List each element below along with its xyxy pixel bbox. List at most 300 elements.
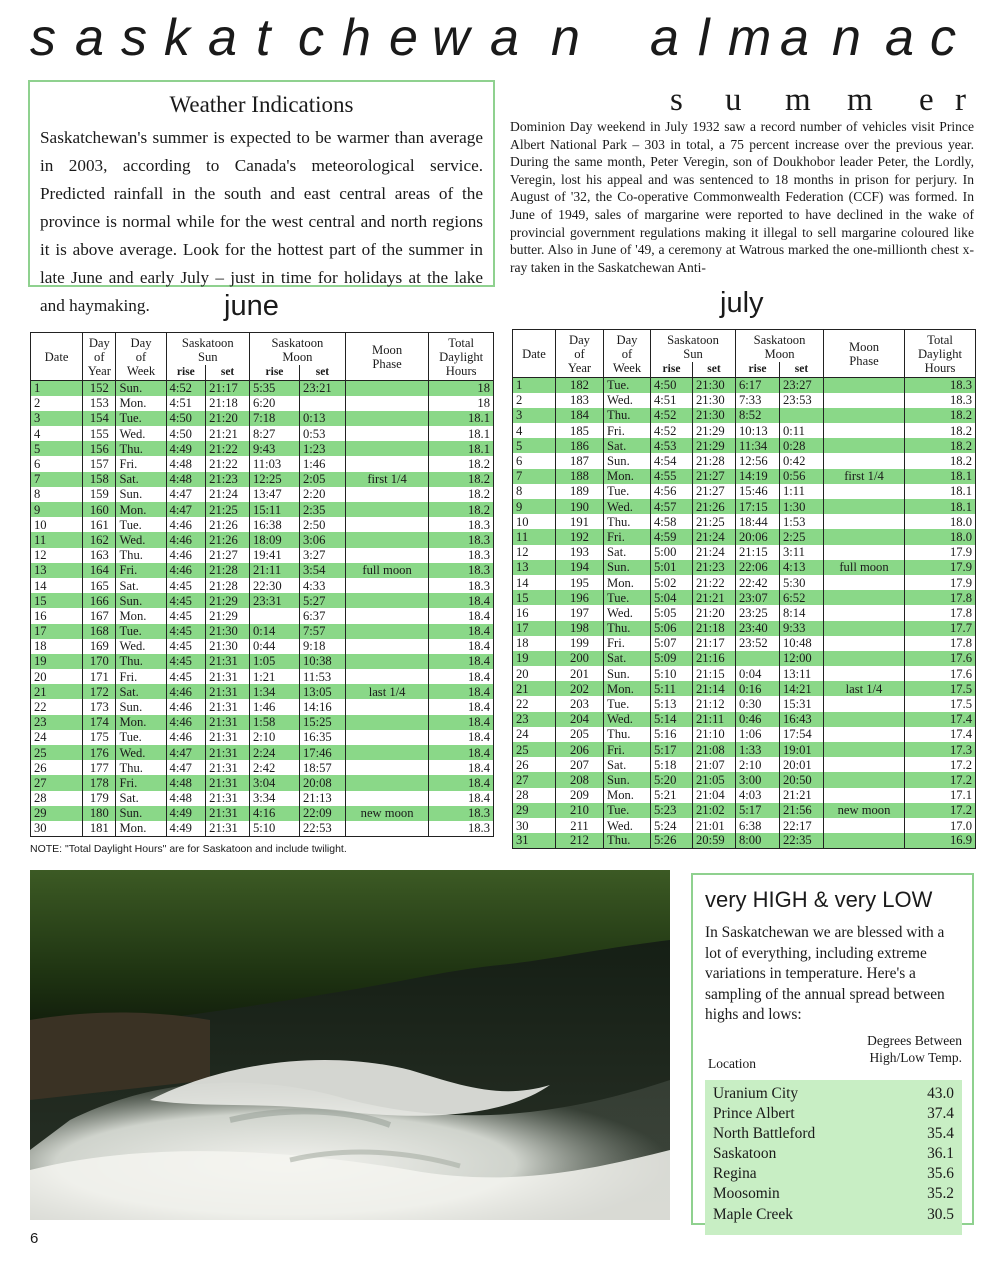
sun-set-header: set xyxy=(206,365,250,381)
table-cell: Sun. xyxy=(116,699,166,714)
table-cell: 4:46 xyxy=(166,517,206,532)
table-cell: 7 xyxy=(513,469,556,484)
table-cell: Fri. xyxy=(604,742,651,757)
summer-body: Dominion Day weekend in July 1932 saw a record number of vehicles visit Prince Albert National Park – 303 in total, a 75 percent increase over the previous year. During the same month, Peter Veregin, son of Doukhobor leader Peter, the Lordly, Veregin, lost his appeal and was sentenced to 18 months in prison for perjury. In August of '32, the Co-operative Commonwealth Federation (CCF) was formed. In June of 1949, sales of margarine were reported to have declined in the wake of provincial government regulations making it illegal to sell margarine coloured like butter. Also in June of '49, a ceremony at Watrous marked the one-millionth chest x-ray taken in the Saskatchewan Anti- xyxy=(510,119,974,275)
table-cell: 1:23 xyxy=(300,441,346,456)
table-cell: 4:47 xyxy=(166,487,206,502)
table-cell: 155 xyxy=(83,426,116,441)
table-cell: 198 xyxy=(556,621,604,636)
table-row xyxy=(31,517,494,532)
table-cell: 16.9 xyxy=(905,833,976,848)
table-row xyxy=(31,456,494,471)
title-letter: n xyxy=(551,9,580,67)
title-letter: a xyxy=(650,9,679,67)
table-cell: 20:59 xyxy=(693,833,736,848)
table-cell: Sun. xyxy=(604,666,651,681)
table-cell: Mon. xyxy=(116,608,166,623)
table-cell: 11 xyxy=(513,529,556,544)
table-cell: 19 xyxy=(513,651,556,666)
table-cell xyxy=(824,393,905,408)
table-cell: 195 xyxy=(556,575,604,590)
table-cell: 4:53 xyxy=(651,438,693,453)
table-cell: Sat. xyxy=(604,438,651,453)
table-cell xyxy=(824,453,905,468)
table-cell: 23 xyxy=(31,715,83,730)
table-cell: 12:25 xyxy=(249,472,299,487)
table-cell xyxy=(345,426,428,441)
table-cell: 21:25 xyxy=(693,514,736,529)
table-cell: Fri. xyxy=(604,423,651,438)
table-cell: 21:20 xyxy=(693,605,736,620)
table-cell: 4:49 xyxy=(166,441,206,456)
table-cell: 9:18 xyxy=(300,639,346,654)
table-row xyxy=(513,514,976,529)
table-cell: 2 xyxy=(513,393,556,408)
table-cell: 21:31 xyxy=(206,760,250,775)
summer-letter: u xyxy=(725,82,742,118)
weather-heading: Weather Indications xyxy=(169,92,354,117)
table-cell: 1:58 xyxy=(249,715,299,730)
table-cell: 18.2 xyxy=(905,408,976,423)
table-cell: 183 xyxy=(556,393,604,408)
table-cell xyxy=(824,438,905,453)
moon-set-header: set xyxy=(300,365,346,381)
high-low-intro: In Saskatchewan we are blessed with a lot of everything, including extreme variations in temperature. Here's a sampling of the annual spread between highs and lows: xyxy=(705,924,945,1024)
table-cell: 6 xyxy=(31,456,83,471)
table-cell: 5:18 xyxy=(651,757,693,772)
table-cell: 8 xyxy=(31,487,83,502)
moon-phase-header: Moon Phase xyxy=(345,333,428,381)
location-name: North Battleford xyxy=(713,1125,816,1143)
table-cell: Thu. xyxy=(116,441,166,456)
table-cell xyxy=(300,396,346,411)
table-cell: 24 xyxy=(31,730,83,745)
table-cell xyxy=(824,408,905,423)
table-cell: 4:55 xyxy=(651,469,693,484)
table-cell: 13 xyxy=(31,563,83,578)
table-cell: 18.3 xyxy=(429,578,494,593)
table-cell: 19 xyxy=(31,654,83,669)
title-letter: c xyxy=(298,9,324,67)
table-cell: 0:16 xyxy=(736,681,780,696)
sun-rise-header: rise xyxy=(651,362,693,378)
table-cell: 19:01 xyxy=(780,742,824,757)
july-label: july xyxy=(720,287,764,319)
table-cell: 186 xyxy=(556,438,604,453)
degrees-value: 35.4 xyxy=(927,1125,954,1143)
table-row xyxy=(513,712,976,727)
table-cell: 4:47 xyxy=(166,760,206,775)
table-row xyxy=(513,818,976,833)
table-row xyxy=(31,608,494,623)
table-cell: 4:46 xyxy=(166,715,206,730)
table-cell: 5:30 xyxy=(780,575,824,590)
table-cell: 4:46 xyxy=(166,699,206,714)
table-cell: Tue. xyxy=(116,411,166,426)
table-cell: 7:57 xyxy=(300,624,346,639)
table-cell: last 1/4 xyxy=(345,684,428,699)
table-cell: Sun. xyxy=(116,806,166,821)
table-cell xyxy=(824,833,905,848)
table-cell xyxy=(780,408,824,423)
title-letter: s xyxy=(121,9,147,67)
table-cell: 1:46 xyxy=(300,456,346,471)
table-cell: 21:26 xyxy=(693,499,736,514)
table-cell: 21:30 xyxy=(206,639,250,654)
table-cell: 18.4 xyxy=(429,639,494,654)
table-cell xyxy=(345,745,428,760)
table-cell: 2:50 xyxy=(300,517,346,532)
table-cell: 15:25 xyxy=(300,715,346,730)
table-cell: 15 xyxy=(513,590,556,605)
table-cell: 1:53 xyxy=(780,514,824,529)
table-cell: 4:33 xyxy=(300,578,346,593)
table-cell: 23 xyxy=(513,712,556,727)
table-cell: 10:13 xyxy=(736,423,780,438)
table-cell: 17.8 xyxy=(905,590,976,605)
table-cell xyxy=(824,529,905,544)
table-cell xyxy=(345,411,428,426)
table-cell: 17 xyxy=(31,624,83,639)
table-cell: 191 xyxy=(556,514,604,529)
table-cell: 185 xyxy=(556,423,604,438)
table-cell: 15:31 xyxy=(780,696,824,711)
date-header: Date xyxy=(31,333,83,381)
table-cell: 200 xyxy=(556,651,604,666)
table-cell xyxy=(824,757,905,772)
table-cell: 21:10 xyxy=(693,727,736,742)
table-cell: 17.5 xyxy=(905,696,976,711)
sun-header: Saskatoon Sun xyxy=(166,333,249,365)
table-cell: 16 xyxy=(513,605,556,620)
table-row xyxy=(31,639,494,654)
weather-indications-box xyxy=(28,80,495,315)
table-cell: Sat. xyxy=(116,578,166,593)
table-cell: 18.3 xyxy=(905,378,976,393)
table-row xyxy=(31,381,494,396)
table-cell xyxy=(345,456,428,471)
table-cell: Sat. xyxy=(116,472,166,487)
table-cell: 8 xyxy=(513,484,556,499)
table-row xyxy=(31,745,494,760)
table-row xyxy=(513,742,976,757)
moon-phase-header: Moon Phase xyxy=(824,330,905,378)
table-cell: 0:42 xyxy=(780,453,824,468)
table-cell xyxy=(345,441,428,456)
table-cell: 31 xyxy=(513,833,556,848)
table-row xyxy=(513,408,976,423)
title-letter: t xyxy=(256,9,271,67)
table-cell: Sat. xyxy=(604,757,651,772)
table-cell: 12:00 xyxy=(780,651,824,666)
table-cell: 21:28 xyxy=(206,578,250,593)
table-cell: Tue. xyxy=(604,803,651,818)
table-cell xyxy=(824,545,905,560)
table-cell: 3:11 xyxy=(780,545,824,560)
table-cell: 21:31 xyxy=(206,806,250,821)
degrees-value: 30.5 xyxy=(927,1205,954,1223)
table-cell: 18.3 xyxy=(429,517,494,532)
table-cell: 21:11 xyxy=(693,712,736,727)
table-cell: Tue. xyxy=(604,378,651,393)
table-row xyxy=(31,699,494,714)
table-cell: 154 xyxy=(83,411,116,426)
table-cell: 21:29 xyxy=(693,438,736,453)
table-cell: 18 xyxy=(429,381,494,396)
table-cell xyxy=(345,487,428,502)
table-cell: Thu. xyxy=(604,514,651,529)
table-row xyxy=(513,621,976,636)
table-cell xyxy=(345,608,428,623)
table-cell: 21:26 xyxy=(206,517,250,532)
table-cell: 5:14 xyxy=(651,712,693,727)
degrees-value: 35.2 xyxy=(927,1185,954,1203)
table-row xyxy=(513,681,976,696)
table-cell: full moon xyxy=(345,563,428,578)
table-cell: 16:35 xyxy=(300,730,346,745)
table-cell: 5:20 xyxy=(651,772,693,787)
table-cell: 18.4 xyxy=(429,730,494,745)
table-cell: 18.3 xyxy=(429,821,494,836)
table-cell: 23:25 xyxy=(736,605,780,620)
table-cell: 178 xyxy=(83,775,116,790)
table-cell: 18:09 xyxy=(249,532,299,547)
table-cell: 21:29 xyxy=(206,608,250,623)
table-cell: 17.8 xyxy=(905,636,976,651)
table-cell: 21:22 xyxy=(206,441,250,456)
table-cell: 18.2 xyxy=(905,453,976,468)
table-cell xyxy=(345,624,428,639)
table-cell: 13:11 xyxy=(780,666,824,681)
table-cell: 17.1 xyxy=(905,788,976,803)
table-cell: 18.4 xyxy=(429,593,494,608)
table-row xyxy=(513,590,976,605)
table-cell: 27 xyxy=(513,772,556,787)
table-cell: 21:02 xyxy=(693,803,736,818)
table-cell xyxy=(345,548,428,563)
table-cell: 4:48 xyxy=(166,775,206,790)
table-row xyxy=(513,651,976,666)
table-cell: 15:11 xyxy=(249,502,299,517)
table-cell: 22:06 xyxy=(736,560,780,575)
table-cell: 27 xyxy=(31,775,83,790)
table-row xyxy=(31,791,494,806)
table-cell: 4:03 xyxy=(736,788,780,803)
table-cell: 8:52 xyxy=(736,408,780,423)
table-row xyxy=(31,654,494,669)
table-cell: 0:30 xyxy=(736,696,780,711)
table-cell: 3:04 xyxy=(249,775,299,790)
table-row xyxy=(31,548,494,563)
table-cell: 3:54 xyxy=(300,563,346,578)
table-cell: 17.9 xyxy=(905,545,976,560)
table-cell: 4:45 xyxy=(166,639,206,654)
table-cell: 17.4 xyxy=(905,712,976,727)
table-cell: Tue. xyxy=(604,484,651,499)
table-cell xyxy=(345,639,428,654)
table-cell xyxy=(824,818,905,833)
table-row xyxy=(31,593,494,608)
degrees-value: 36.1 xyxy=(927,1145,954,1163)
table-cell xyxy=(345,517,428,532)
table-cell: 192 xyxy=(556,529,604,544)
table-row xyxy=(513,605,976,620)
table-row xyxy=(31,715,494,730)
high-low-title: very HIGH & very LOW xyxy=(705,887,933,912)
table-cell: 18.2 xyxy=(429,456,494,471)
table-cell: 1:46 xyxy=(249,699,299,714)
moon-set-header: set xyxy=(780,362,824,378)
table-cell: 18.4 xyxy=(429,745,494,760)
table-cell: 5:23 xyxy=(651,803,693,818)
table-cell: 6:38 xyxy=(736,818,780,833)
table-cell: Mon. xyxy=(604,788,651,803)
degrees-value: 37.4 xyxy=(927,1105,954,1123)
table-cell: 7:18 xyxy=(249,411,299,426)
table-cell: Fri. xyxy=(604,529,651,544)
table-cell: Tue. xyxy=(604,590,651,605)
table-cell: 4:47 xyxy=(166,745,206,760)
table-cell: 170 xyxy=(83,654,116,669)
degrees-value: 35.6 xyxy=(927,1165,954,1183)
table-cell: 161 xyxy=(83,517,116,532)
june-label: june xyxy=(224,290,279,322)
table-cell: Sat. xyxy=(116,791,166,806)
table-cell: Mon. xyxy=(604,469,651,484)
table-cell: 5 xyxy=(31,441,83,456)
table-cell: 18.3 xyxy=(905,393,976,408)
table-cell: 21:31 xyxy=(206,669,250,684)
table-cell: 21:22 xyxy=(693,575,736,590)
table-cell: 1:06 xyxy=(736,727,780,742)
table-cell: 14:16 xyxy=(300,699,346,714)
table-cell: 21:26 xyxy=(206,532,250,547)
moon-rise-header: rise xyxy=(249,365,299,381)
table-cell: 21:07 xyxy=(693,757,736,772)
table-cell: 1:33 xyxy=(736,742,780,757)
table-cell: 17.2 xyxy=(905,803,976,818)
moon-header: Saskatoon Moon xyxy=(249,333,345,365)
table-cell: 21:24 xyxy=(693,529,736,544)
table-row xyxy=(31,806,494,821)
table-cell: 13:05 xyxy=(300,684,346,699)
table-cell: 29 xyxy=(513,803,556,818)
table-cell: 30 xyxy=(31,821,83,836)
table-cell: 6:52 xyxy=(780,590,824,605)
table-cell: 8:14 xyxy=(780,605,824,620)
table-row xyxy=(513,529,976,544)
list-item xyxy=(713,1124,954,1144)
table-cell: 175 xyxy=(83,730,116,745)
table-cell: 4:45 xyxy=(166,654,206,669)
table-cell: 204 xyxy=(556,712,604,727)
location-column-header: Location xyxy=(708,1055,756,1071)
table-cell xyxy=(824,378,905,393)
day-of-year-header: Day of Year xyxy=(556,330,604,378)
table-cell: first 1/4 xyxy=(824,469,905,484)
table-cell xyxy=(824,575,905,590)
high-low-box xyxy=(691,873,974,1225)
table-cell: 26 xyxy=(31,760,83,775)
table-cell: 184 xyxy=(556,408,604,423)
table-cell: 20 xyxy=(513,666,556,681)
page-number: 6 xyxy=(30,1230,39,1247)
table-cell: 8:00 xyxy=(736,833,780,848)
table-cell: 21:27 xyxy=(693,484,736,499)
table-row xyxy=(513,666,976,681)
table-cell: 4:46 xyxy=(166,730,206,745)
table-cell: 167 xyxy=(83,608,116,623)
table-cell: Thu. xyxy=(116,760,166,775)
table-row xyxy=(31,441,494,456)
table-cell: 162 xyxy=(83,532,116,547)
location-name: Saskatoon xyxy=(713,1145,777,1163)
table-cell: 4:46 xyxy=(166,563,206,578)
table-cell: 4:45 xyxy=(166,578,206,593)
table-cell: 153 xyxy=(83,396,116,411)
table-cell: Sat. xyxy=(604,545,651,560)
table-cell xyxy=(345,578,428,593)
table-cell: 5:07 xyxy=(651,636,693,651)
table-row xyxy=(513,469,976,484)
table-cell: 21:31 xyxy=(206,791,250,806)
table-cell: 10:48 xyxy=(780,636,824,651)
table-cell: Thu. xyxy=(604,833,651,848)
table-cell: 2:25 xyxy=(780,529,824,544)
table-cell: 0:56 xyxy=(780,469,824,484)
table-cell: 172 xyxy=(83,684,116,699)
table-cell: 18.1 xyxy=(905,499,976,514)
table-cell: 18.3 xyxy=(429,548,494,563)
table-cell xyxy=(249,608,299,623)
table-cell: 5 xyxy=(513,438,556,453)
table-row xyxy=(31,532,494,547)
table-cell xyxy=(824,423,905,438)
table-cell: 21:30 xyxy=(206,624,250,639)
title-letter: n xyxy=(832,9,861,67)
table-cell: 18.3 xyxy=(429,563,494,578)
table-cell: 4 xyxy=(513,423,556,438)
table-cell: 16:38 xyxy=(249,517,299,532)
table-cell: 174 xyxy=(83,715,116,730)
table-cell: 17:15 xyxy=(736,499,780,514)
table-cell: 168 xyxy=(83,624,116,639)
table-cell: 23:21 xyxy=(300,381,346,396)
table-cell: 20:50 xyxy=(780,772,824,787)
table-cell: Sun. xyxy=(116,593,166,608)
location-name: Regina xyxy=(713,1165,757,1183)
table-cell: 21:18 xyxy=(206,396,250,411)
table-cell: 14 xyxy=(513,575,556,590)
title-letter: a xyxy=(885,9,914,67)
table-cell: Thu. xyxy=(604,408,651,423)
day-of-week-header: Day of Week xyxy=(116,333,166,381)
title-letter: s xyxy=(30,9,56,67)
table-cell: 4:54 xyxy=(651,453,693,468)
title-letter: l xyxy=(698,9,710,67)
table-cell: 180 xyxy=(83,806,116,821)
table-cell: 158 xyxy=(83,472,116,487)
table-cell: 2:35 xyxy=(300,502,346,517)
table-cell: 18.4 xyxy=(429,760,494,775)
table-cell: 22:35 xyxy=(780,833,824,848)
table-cell: 18.2 xyxy=(429,472,494,487)
table-row xyxy=(31,487,494,502)
table-cell: 21:31 xyxy=(206,775,250,790)
table-cell: 5:21 xyxy=(651,788,693,803)
table-row xyxy=(31,426,494,441)
table-cell: Fri. xyxy=(604,636,651,651)
